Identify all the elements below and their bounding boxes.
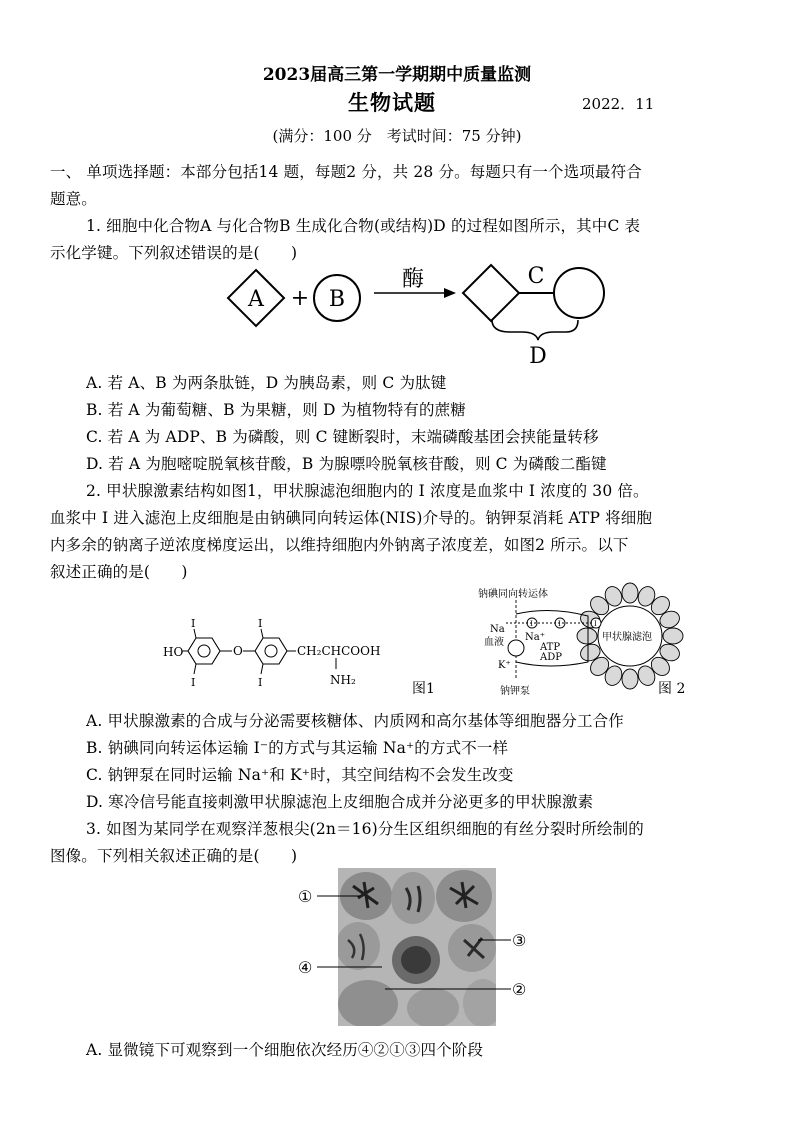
label-2: ② [512, 980, 527, 999]
k-plus-label: K⁺ [498, 660, 511, 671]
adp-label: ADP [540, 652, 562, 663]
arrow-head [444, 288, 456, 298]
follicle-cell [663, 628, 683, 644]
q1-option-d: D. 若 A 为胞嘧啶脱氧核苷酸，B 为腺嘌呤脱氧核苷酸，则 C 为磷酸二酯键 [86, 455, 607, 473]
q1-option-b: B. 若 A 为葡萄糖、B 为果糖，则 D 为植物特有的蔗糖 [86, 401, 466, 419]
atp-label: ATP [540, 642, 561, 653]
ring-2-center [265, 645, 277, 657]
label-b: B [328, 287, 346, 312]
diamond-d [463, 265, 519, 321]
bond-i1 [194, 629, 196, 638]
side-chain: CH₂CHCOOH [297, 644, 381, 658]
q2-stem-cont-1: 血浆中 I 进入滤泡上皮细胞是由钠碘同向转运体(NIS)介导的。钠钾泵消耗 ATP 将细胞 [50, 509, 653, 527]
q1-option-a: A. 若 A、B 为两条肽链，D 为胰岛素，则 C 为肽键 [86, 374, 447, 392]
follicle-cell [622, 583, 638, 603]
follicle-label: 甲状腺滤泡 [602, 632, 652, 643]
q2-figure-2 [470, 582, 700, 702]
q3-option-a: A. 显微镜下可观察到一个细胞依次经历④②①③四个阶段 [86, 1041, 484, 1059]
iodide-3-label: I [594, 620, 597, 628]
ether-oxygen: O [233, 644, 243, 658]
bond-i2 [194, 664, 196, 674]
bond-i3 [261, 629, 263, 638]
q3-stem-cont: 图像。下列相关叙述正确的是( ) [50, 847, 298, 865]
iodide-2-label: I [558, 620, 561, 628]
micrograph-labels [290, 868, 550, 1028]
benzene-ring-2 [255, 638, 287, 664]
q2-figure-1 [160, 612, 450, 702]
label-d: D [529, 344, 547, 369]
q2-option-d: D. 寒冷信号能直接刺激甲状腺滤泡上皮细胞合成并分泌更多的甲状腺激素 [86, 793, 594, 811]
exam-meta: (满分：100 分 考试时间：75 分钟) [272, 127, 522, 145]
plus-sign: + [290, 286, 310, 311]
label-4: ④ [298, 958, 313, 977]
pump-label: 钠钾泵 [500, 686, 530, 697]
q3-stem: 3. 如图为某同学在观察洋葱根尖(2n＝16)分生区组织细胞的有丝分裂时所绘制的 [86, 820, 644, 838]
q2-option-a: A. 甲状腺激素的合成与分泌需要核糖体、内质网和高尔基体等细胞器分工合作 [86, 712, 624, 730]
amino-group: NH₂ [330, 673, 356, 687]
label-c: C [527, 264, 545, 289]
q1-option-c: C. 若 A 为 ADP、B 为磷酸，则 C 键断裂时，末端磷酸基团会挟能量转移 [86, 428, 599, 446]
symporter-label: 钠碘同向转运体 [478, 589, 548, 600]
enzyme-label: 酶 [401, 267, 425, 292]
q2-stem: 2. 甲状腺激素结构如图1，甲状腺滤泡细胞内的 I 浓度是血浆中 I 浓度的 30 倍。 [86, 482, 649, 500]
q1-figure [220, 262, 620, 372]
section-heading-cont: 题意。 [50, 190, 97, 208]
sodium-potassium-pump [508, 640, 524, 656]
benzene-ring-1 [188, 638, 220, 664]
iodide-1-label: I [530, 620, 533, 628]
iodine-3: I [258, 617, 263, 630]
figure-2-caption: 图 2 [658, 681, 686, 697]
q2-option-b: B. 钠碘同向转运体运输 I⁻的方式与其运输 Na⁺的方式不一样 [86, 739, 509, 757]
q2-stem-cont-2: 内多余的钠离子逆浓度梯度运出，以维持细胞内外钠离子浓度差，如图2 所示。以下 [50, 536, 629, 554]
na-plus-label: Na⁺ [525, 632, 545, 643]
subject-title: 生物试题 [348, 90, 436, 115]
follicle-cell [577, 628, 597, 644]
label-1: ① [298, 887, 313, 906]
q1-stem-cont: 示化学键。下列叙述错误的是( ) [50, 244, 298, 262]
ring-1-center [198, 645, 210, 657]
q2-stem-cont-3: 叙述正确的是( ) [50, 563, 188, 581]
brace-d [492, 320, 578, 340]
iodine-4: I [258, 676, 263, 689]
circle-d [554, 268, 604, 318]
follicle-cell [622, 669, 638, 689]
q1-stem: 1. 细胞中化合物A 与化合物B 生成化合物(或结构)D 的过程如图所示，其中C 表 [86, 217, 641, 235]
section-heading: 一、 单项选择题：本部分包括14 题，每题2 分，共 28 分。每题只有一个选项最符合 [50, 163, 642, 181]
ho-group: HO [163, 645, 184, 659]
exam-date: 2022．11 [582, 95, 655, 113]
figure-1-caption: 图1 [412, 681, 435, 697]
label-3: ③ [512, 931, 527, 950]
label-a: A [248, 287, 264, 312]
na-label: Na [490, 624, 505, 635]
iodine-2: I [191, 676, 196, 689]
exam-title: 2023届高三第一学期期中质量监测 [262, 65, 532, 85]
bond-i4 [261, 664, 263, 674]
q2-option-c: C. 钠钾泵在同时运输 Na⁺和 K⁺时，其空间结构不会发生改变 [86, 766, 514, 784]
plasma-label: 血液 [484, 637, 504, 648]
iodine-1: I [191, 617, 196, 630]
